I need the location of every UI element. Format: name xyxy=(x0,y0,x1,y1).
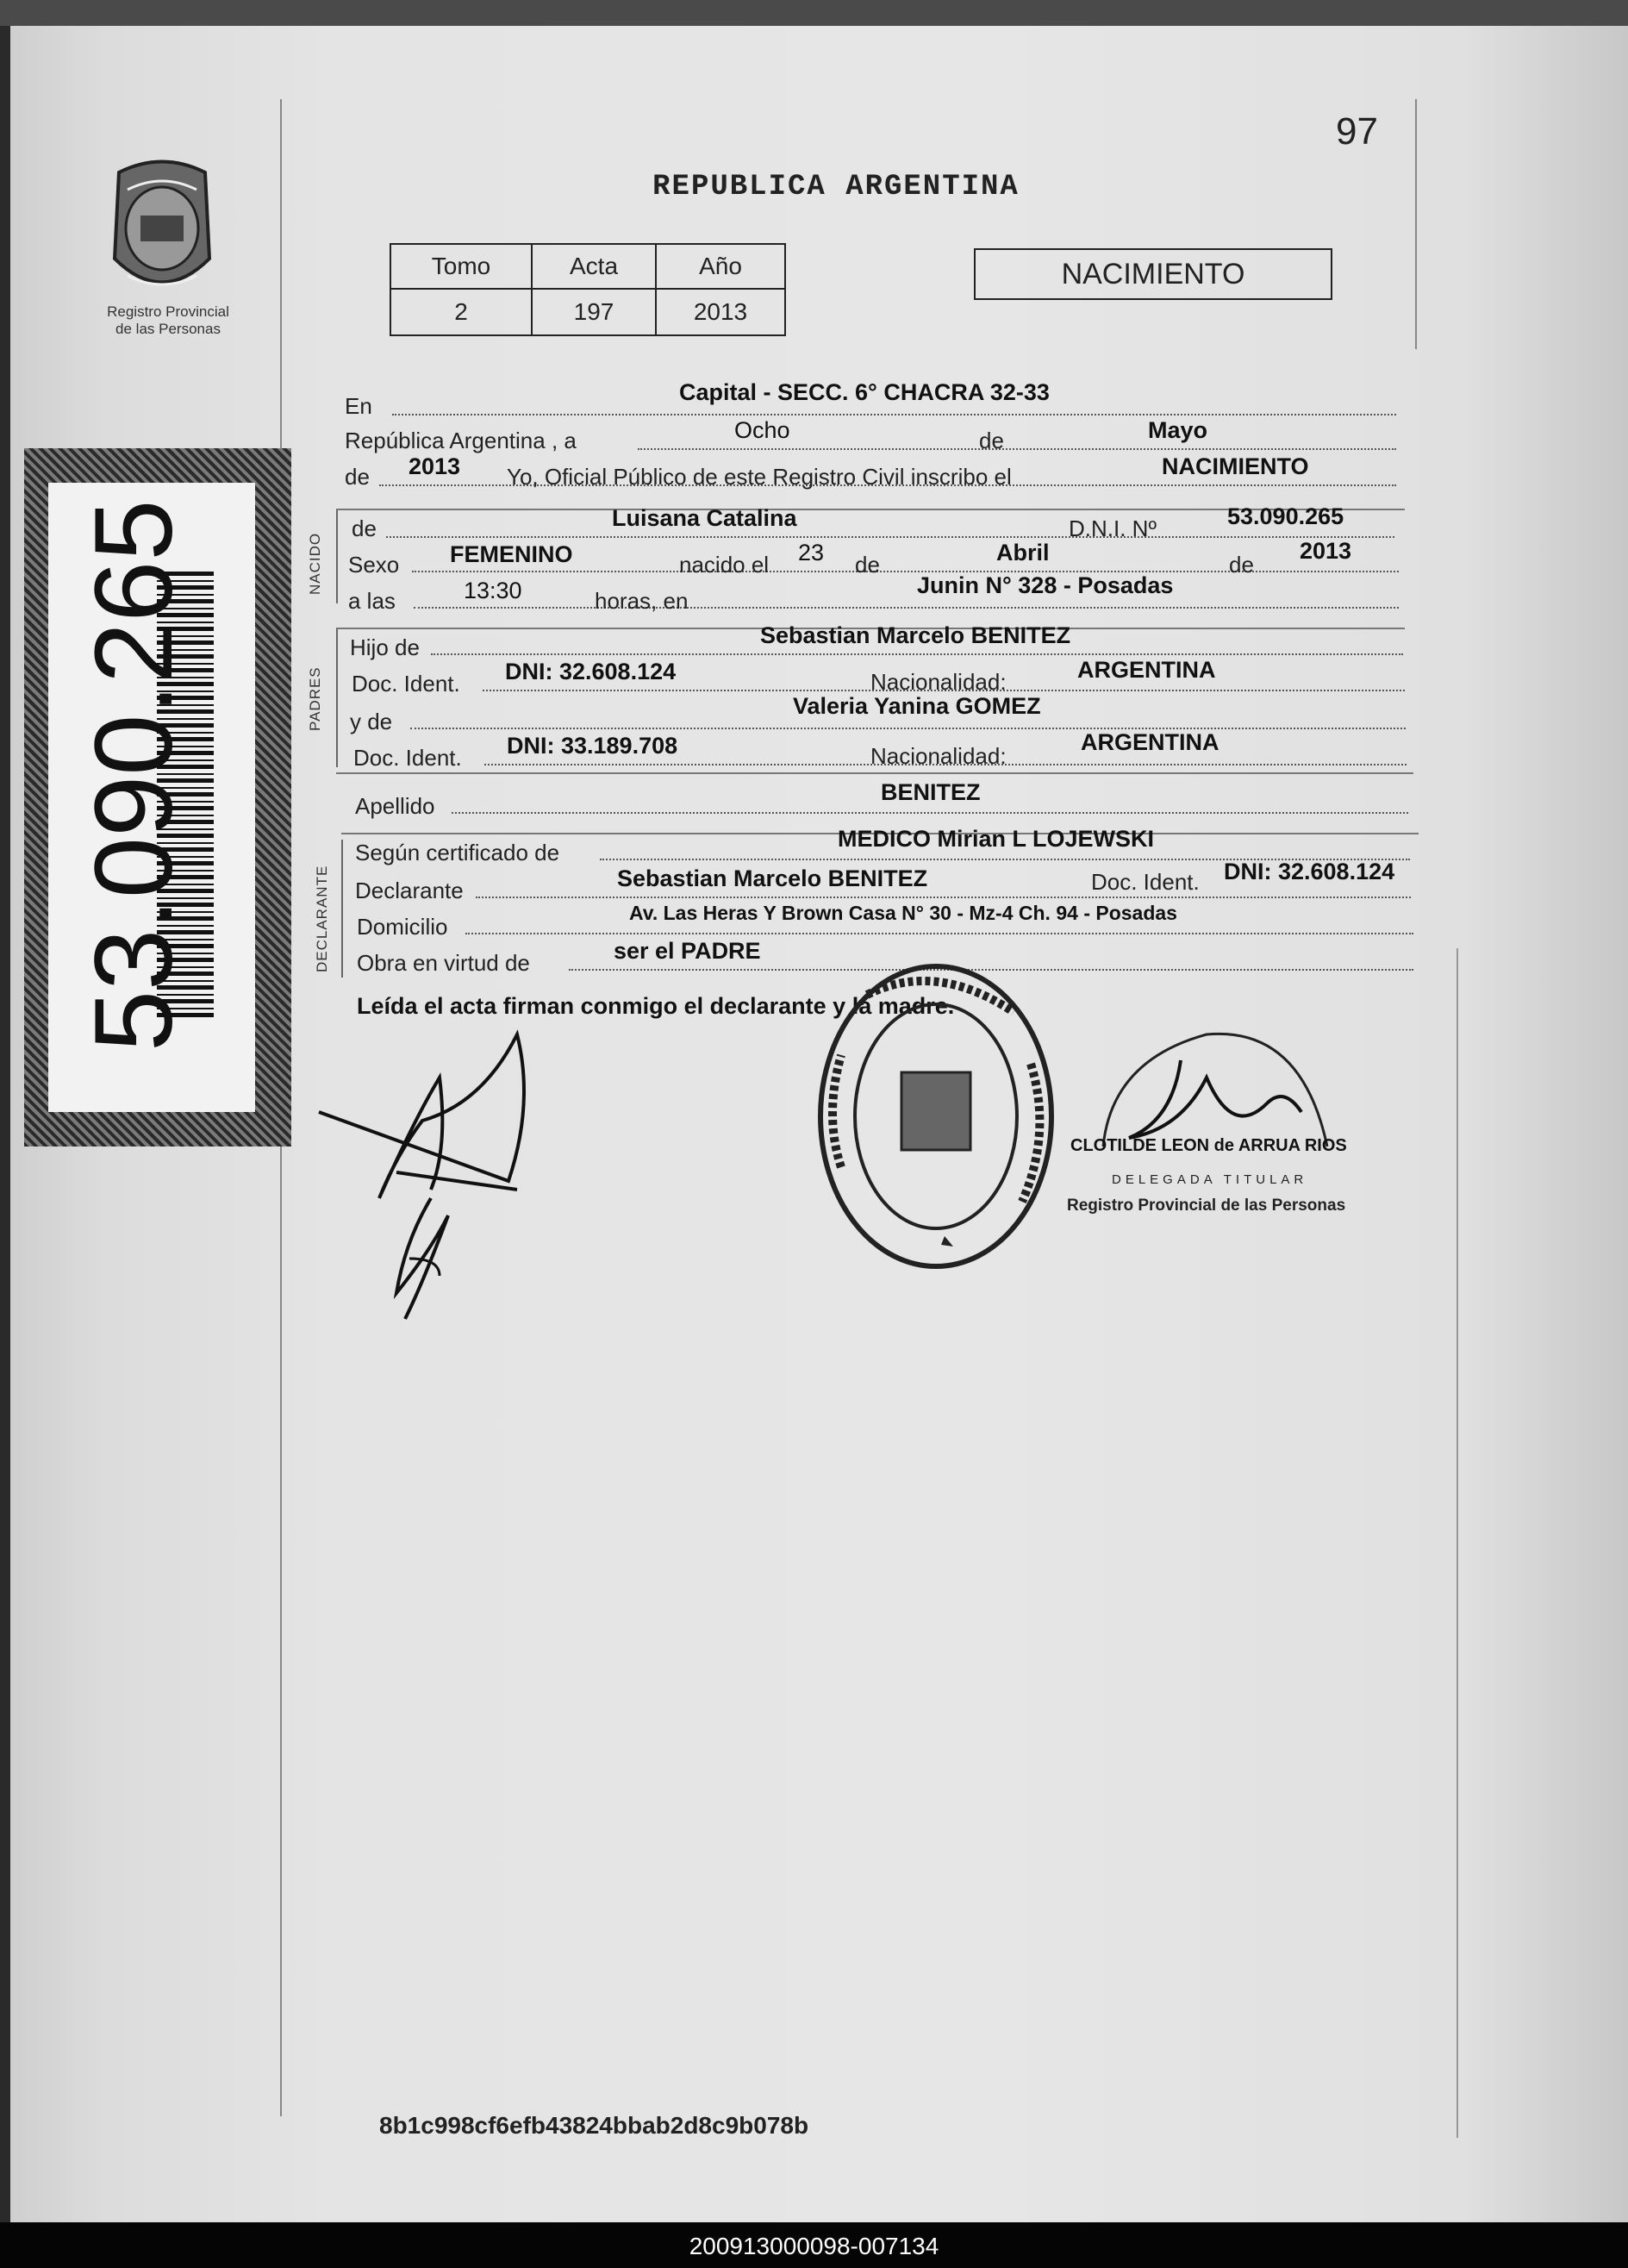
field-lugar-nac: Junin N° 328 - Posadas xyxy=(917,572,1174,598)
label-nacionalidad-1: Nacionalidad: xyxy=(870,669,1007,695)
dotted-line xyxy=(392,414,1396,415)
section-bracket-nacido xyxy=(336,509,338,603)
label-y-de: y de xyxy=(350,709,393,734)
label-a-las: a las xyxy=(348,588,396,614)
label-sexo: Sexo xyxy=(348,552,400,578)
logo-caption-line1: Registro Provincial xyxy=(107,303,229,320)
official-office: Registro Provincial de las Personas xyxy=(1067,1196,1346,1215)
section-rule xyxy=(336,772,1413,774)
official-stamp xyxy=(815,960,1057,1272)
label-de-1: de xyxy=(979,428,1004,453)
dotted-line xyxy=(414,607,1399,609)
label-hijo-de: Hijo de xyxy=(350,634,420,660)
field-sexo: FEMENINO xyxy=(450,541,573,567)
dotted-line xyxy=(638,448,1396,450)
dotted-line xyxy=(465,933,1413,934)
label-doc-ident-3: Doc. Ident. xyxy=(1091,869,1200,895)
declarant-signature xyxy=(310,1000,552,1328)
registry-value-tomo: 2 xyxy=(390,289,532,335)
label-yo-oficial: Yo, Oficial Público de este Registro Civil inscribo el xyxy=(507,464,1012,490)
field-mes: Mayo xyxy=(1148,417,1208,443)
section-bracket-declarante xyxy=(341,840,343,978)
label-segun-certificado: Según certificado de xyxy=(355,840,560,865)
footer-code: 200913000098-007134 xyxy=(689,2233,939,2259)
section-label-declarante: DECLARANTE xyxy=(314,865,330,972)
registry-table xyxy=(390,243,786,336)
dotted-line xyxy=(386,536,1394,538)
registry-header-anio: Año xyxy=(656,244,785,289)
field-madre: Valeria Yanina GOMEZ xyxy=(793,693,1041,719)
label-domicilio: Domicilio xyxy=(357,914,448,940)
right-margin-line-lower xyxy=(1456,948,1458,2138)
field-lugar: Capital - SECC. 6° CHACRA 32-33 xyxy=(679,379,1050,405)
field-virtud: ser el PADRE xyxy=(614,938,761,964)
registry-value-acta: 197 xyxy=(532,289,656,335)
label-doc-ident-1: Doc. Ident. xyxy=(352,671,460,697)
section-label-padres: PADRES xyxy=(307,666,323,731)
registry-value-anio: 2013 xyxy=(656,289,785,335)
record-type-box: NACIMIENTO xyxy=(974,248,1332,300)
logo-caption-line2: de las Personas xyxy=(115,321,221,337)
field-nombre: Luisana Catalina xyxy=(612,505,797,531)
label-obra-en-virtud: Obra en virtud de xyxy=(357,950,530,976)
field-madre-doc: DNI: 33.189.708 xyxy=(507,733,678,759)
field-nac-anio: 2013 xyxy=(1300,538,1352,564)
dotted-line xyxy=(410,728,1406,729)
registrar-signature xyxy=(1077,1026,1336,1181)
label-horas-en: horas, en xyxy=(595,588,689,614)
label-en: En xyxy=(345,393,372,419)
closing-statement: Leída el acta firman conmigo el declarante y la madre. xyxy=(357,993,955,1019)
label-republica: República Argentina , a xyxy=(345,428,577,453)
field-apellido: BENITEZ xyxy=(881,779,981,805)
page-number: 97 xyxy=(1336,110,1378,153)
dotted-line xyxy=(452,812,1408,814)
field-domicilio: Av. Las Heras Y Brown Casa N° 30 - Mz-4 Ch. 94 - Posadas xyxy=(629,902,1177,924)
label-dni: D.N.I. Nº xyxy=(1069,515,1157,541)
dotted-line xyxy=(431,653,1403,655)
section-bracket-padres xyxy=(336,628,338,767)
field-padre-nac: ARGENTINA xyxy=(1077,657,1216,683)
registry-header-tomo: Tomo xyxy=(390,244,532,289)
field-certificado: MEDICO Mirian L LOJEWSKI xyxy=(838,826,1155,852)
label-apellido: Apellido xyxy=(355,793,435,819)
field-padre-doc: DNI: 32.608.124 xyxy=(505,659,677,684)
document-title: REPUBLICA ARGENTINA xyxy=(652,171,1020,203)
label-de-mes: de xyxy=(855,552,880,578)
field-nac-dia: 23 xyxy=(798,540,825,565)
field-padre: Sebastian Marcelo BENITEZ xyxy=(760,622,1071,648)
field-declarante-doc: DNI: 32.608.124 xyxy=(1224,859,1395,884)
section-label-nacido: NACIDO xyxy=(307,532,323,595)
label-declarante: Declarante xyxy=(355,878,464,903)
label-de-nombre: de xyxy=(352,515,377,541)
dotted-line xyxy=(476,897,1411,898)
document-hash: 8b1c998cf6efb43824bbab2d8c9b078b xyxy=(379,2112,809,2139)
label-de-2: de xyxy=(345,464,370,490)
right-margin-line xyxy=(1415,99,1417,349)
field-tipo: NACIMIENTO xyxy=(1162,453,1309,479)
provincial-emblem-icon xyxy=(102,155,222,302)
field-hora: 13:30 xyxy=(464,578,522,603)
barcode-number: 53.090.265 xyxy=(72,499,196,1052)
field-anio: 2013 xyxy=(409,453,461,479)
scan-top-edge xyxy=(0,0,1628,26)
registry-header-acta: Acta xyxy=(532,244,656,289)
page-edge-shade xyxy=(1456,26,1628,2222)
official-title: DELEGADA TITULAR xyxy=(1112,1172,1308,1187)
field-madre-nac: ARGENTINA xyxy=(1081,729,1219,755)
label-doc-ident-2: Doc. Ident. xyxy=(353,745,462,771)
field-dia: Ocho xyxy=(734,417,790,443)
field-declarante: Sebastian Marcelo BENITEZ xyxy=(617,865,928,891)
label-nacido-el: nacido el xyxy=(679,552,770,578)
label-nacionalidad-2: Nacionalidad: xyxy=(870,743,1007,769)
field-dni: 53.090.265 xyxy=(1227,503,1344,529)
label-de-anio: de xyxy=(1229,552,1254,578)
logo-caption xyxy=(78,303,259,338)
field-nac-mes: Abril xyxy=(996,540,1050,565)
official-name: CLOTILDE LEON de ARRUA RIOS xyxy=(1070,1136,1347,1155)
